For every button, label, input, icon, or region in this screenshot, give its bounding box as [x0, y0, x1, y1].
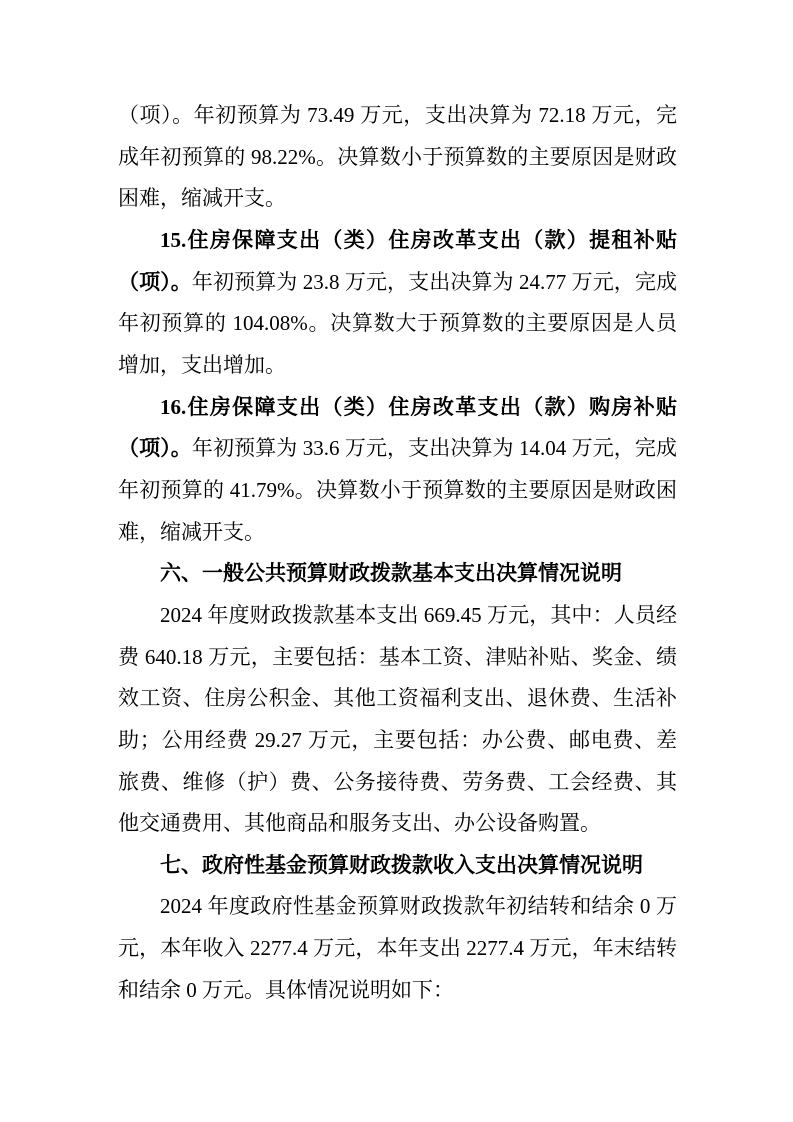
section6-heading: 六、一般公共预算财政拨款基本支出决算情况说明 — [160, 562, 622, 586]
item15-body: 年初预算为 23.8 万元，支出决算为 24.77 万元，完成年初预算的 104.08%。决算数大于预算数的主要原因是人员增加，支出增加。 — [118, 269, 678, 377]
item15-title: 15.住房保障支出（类）住房改革支出（款）提租补贴（项）。 — [118, 227, 677, 294]
section7-heading: 七、政府性基金预算财政拨款收入支出决算情况说明 — [160, 853, 643, 877]
paragraph-section6-body: 2024 年度财政拨款基本支出 669.45 万元，其中：人员经费 640.18 万元，主要包括：基本工资、津贴补贴、奖金、绩效工资、住房公积金、其他工资福利支出、退休费、生活补助；公用经费 29.27 万元，主要包括：办公费、邮电费、差旅费、维修（护）费、公务接待费、劳务费、工会经费、其他交通费用、其他商品和服务支出、办公设备购置。 — [118, 602, 677, 836]
paragraph-item16 — [118, 387, 677, 554]
item16-body: 年初预算为 33.6 万元，支出决算为 14.04 万元，完成年初预算的 41.79%。决算数小于预算数的主要原因是财政困难，缩减开支。 — [118, 436, 678, 544]
document-body — [118, 95, 677, 1011]
paragraph-section7-body: 2024 年度政府性基金预算财政拨款年初结转和结余 0 万元，本年收入 2277.4 万元，本年支出 2277.4 万元，年末结转和结余 0 万元。具体情况说明如下： — [118, 894, 677, 1002]
paragraph-item14-continuation: （项）。年初预算为 73.49 万元，支出决算为 72.18 万元，完成年初预算的 98.22%。决算数小于预算数的主要原因是财政困难，缩减开支。 — [118, 103, 677, 211]
item16-title: 16.住房保障支出（类）住房改革支出（款）购房补贴（项）。 — [118, 394, 677, 461]
paragraph-item15 — [118, 220, 677, 387]
